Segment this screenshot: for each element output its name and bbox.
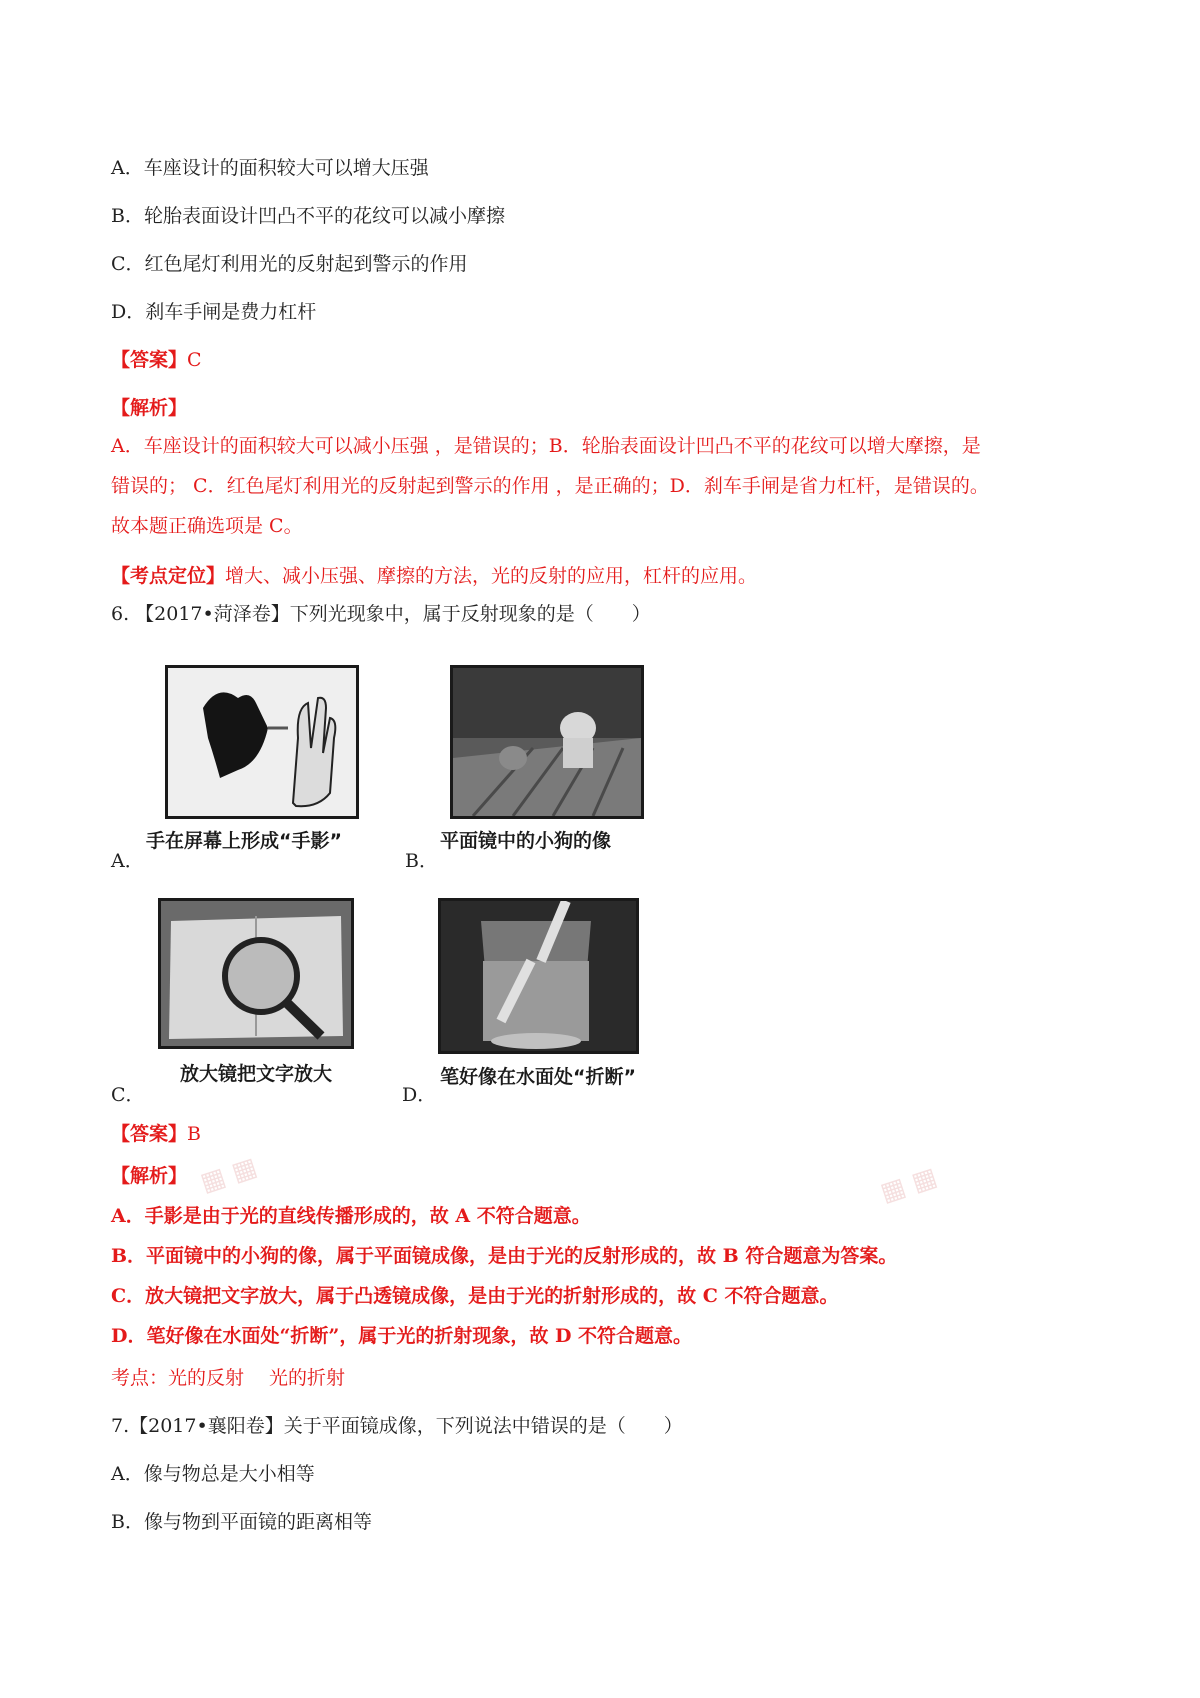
q5-option-b: B．轮胎表面设计凹凸不平的花纹可以减小摩擦	[111, 205, 505, 227]
q5-analysis-line-1: A．车座设计的面积较大可以减小压强 ，是错误的；B．轮胎表面设计凹凸不平的花纹可以增大摩擦，是	[111, 435, 981, 457]
answer-label: 【答案】	[111, 1123, 188, 1145]
q6-analysis-line-2: B．平面镜中的小狗的像，属于平面镜成像，是由于光的反射形成的，故 B 符合题意为答案。	[111, 1245, 898, 1267]
q7-option-a: A．像与物总是大小相等	[111, 1463, 315, 1485]
caption-b: 平面镜中的小狗的像	[440, 830, 612, 852]
q6-label-c: C．	[111, 1084, 145, 1106]
q6-analysis-label: 【解析】	[111, 1165, 188, 1187]
q6-kaodian: 考点：光的反射 光的折射	[111, 1367, 346, 1389]
watermark-decoration: ▦ ▦	[876, 1161, 941, 1209]
answer-value: C	[187, 349, 202, 371]
caption-d: 笔好像在水面处“折断”	[440, 1066, 636, 1088]
q6-label-a: A．	[111, 850, 144, 872]
caption-a: 手在屏幕上形成“手影”	[146, 830, 342, 852]
mirror-dog-image	[450, 665, 644, 819]
watermark-decoration: ▦ ▦	[196, 1151, 261, 1199]
q5-option-c: C．红色尾灯利用光的反射起到警示的作用	[111, 253, 468, 275]
magnifier-image	[158, 898, 354, 1049]
q6-analysis-line-1: A．手影是由于光的直线传播形成的，故 A 不符合题意。	[111, 1205, 591, 1227]
q6-label-d: D．	[402, 1084, 437, 1106]
q7-stem: 7.【2017•襄阳卷】关于平面镜成像，下列说法中错误的是（ ）	[111, 1415, 683, 1437]
q5-analysis-line-3: 故本题正确选项是 C。	[111, 515, 303, 537]
kaodian-text: 增大、减小压强、摩擦的方法，光的反射的应用，杠杆的应用。	[225, 565, 758, 587]
answer-value: B	[187, 1123, 201, 1145]
q6-analysis-line-4: D．笔好像在水面处“折断”，属于光的折射现象，故 D 不符合题意。	[111, 1325, 693, 1347]
hand-shadow-image	[165, 665, 359, 819]
pencil-in-water-image	[438, 898, 639, 1054]
q5-analysis-line-2: 错误的； C．红色尾灯利用光的反射起到警示的作用 ，是正确的；D．刹车手闸是省力杠杆，是错误的。	[111, 475, 989, 497]
kaodian-label: 【考点定位】	[111, 565, 226, 587]
q7-option-b: B．像与物到平面镜的距离相等	[111, 1511, 372, 1533]
q6-stem: 6. 【2017•菏泽卷】下列光现象中，属于反射现象的是（ ）	[111, 603, 651, 625]
q6-label-b: B．	[405, 850, 438, 872]
caption-c: 放大镜把文字放大	[180, 1063, 333, 1085]
q6-answer	[111, 1122, 201, 1146]
answer-label: 【答案】	[111, 349, 188, 371]
q5-answer	[111, 348, 202, 372]
q5-option-a: A．车座设计的面积较大可以增大压强	[111, 157, 429, 179]
q5-option-d: D．刹车手闸是费力杠杆	[111, 301, 317, 323]
q6-analysis-line-3: C．放大镜把文字放大，属于凸透镜成像，是由于光的折射形成的，故 C 不符合题意。	[111, 1285, 839, 1307]
q5-kaodian	[111, 564, 757, 588]
q5-analysis-label: 【解析】	[111, 397, 188, 419]
